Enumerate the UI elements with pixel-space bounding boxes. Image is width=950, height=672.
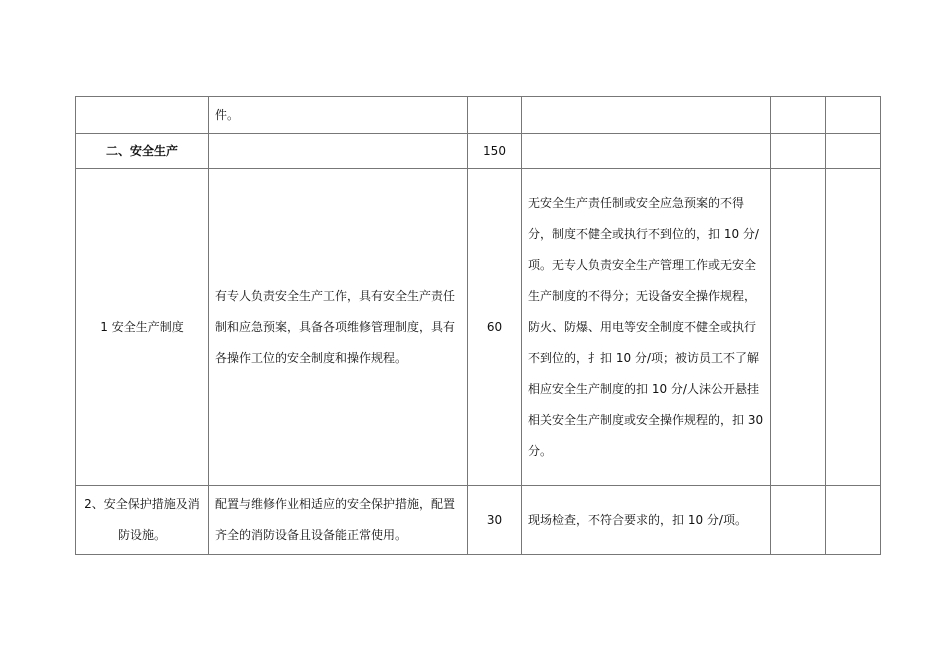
blank-cell [771, 169, 826, 486]
item-cell: 2、安全保护措施及消防设施。 [76, 486, 209, 555]
item-cell: 1 安全生产制度 [76, 169, 209, 486]
blank-cell [771, 486, 826, 555]
table-row [76, 97, 881, 134]
blank-cell [826, 134, 881, 169]
section-title-cell: 二、安全生产 [76, 134, 209, 169]
blank-cell [826, 486, 881, 555]
criteria-cell: 现场检查，不符合要求的，扣 10 分/项。 [522, 486, 771, 555]
blank-cell [826, 169, 881, 486]
requirement-cell [209, 134, 468, 169]
score-cell [468, 97, 522, 134]
score-cell: 30 [468, 486, 522, 555]
table-row [76, 486, 881, 555]
requirement-cell: 有专人负责安全生产工作，具有安全生产责任制和应急预案，具备各项维修管理制度，具有各操作工位的安全制度和操作规程。 [209, 169, 468, 486]
blank-cell [771, 97, 826, 134]
table-row [76, 134, 881, 169]
assessment-table [75, 96, 881, 555]
score-cell: 60 [468, 169, 522, 486]
blank-cell [826, 97, 881, 134]
item-cell [76, 97, 209, 134]
requirement-cell: 件。 [209, 97, 468, 134]
requirement-cell: 配置与维修作业相适应的安全保护措施，配置齐全的消防设备且设备能正常使用。 [209, 486, 468, 555]
criteria-cell [522, 97, 771, 134]
blank-cell [771, 134, 826, 169]
criteria-cell [522, 134, 771, 169]
score-cell: 150 [468, 134, 522, 169]
table-row [76, 169, 881, 486]
criteria-cell: 无安全生产责任制或安全应急预案的不得分，制度不健全或执行不到位的，扣 10 分/项。无专人负责安全生产管理工作或无安全生产制度的不得分；无设备安全操作规程，防火、防爆、用电等安全制度不健全或执行不到位的，扌扣 10 分/项；被访员工不了解相应安全生产制度的扣 10 分/人沫公开悬挂相关安全生产制度或安全操作规程的，扣 30 分。 [522, 169, 771, 486]
